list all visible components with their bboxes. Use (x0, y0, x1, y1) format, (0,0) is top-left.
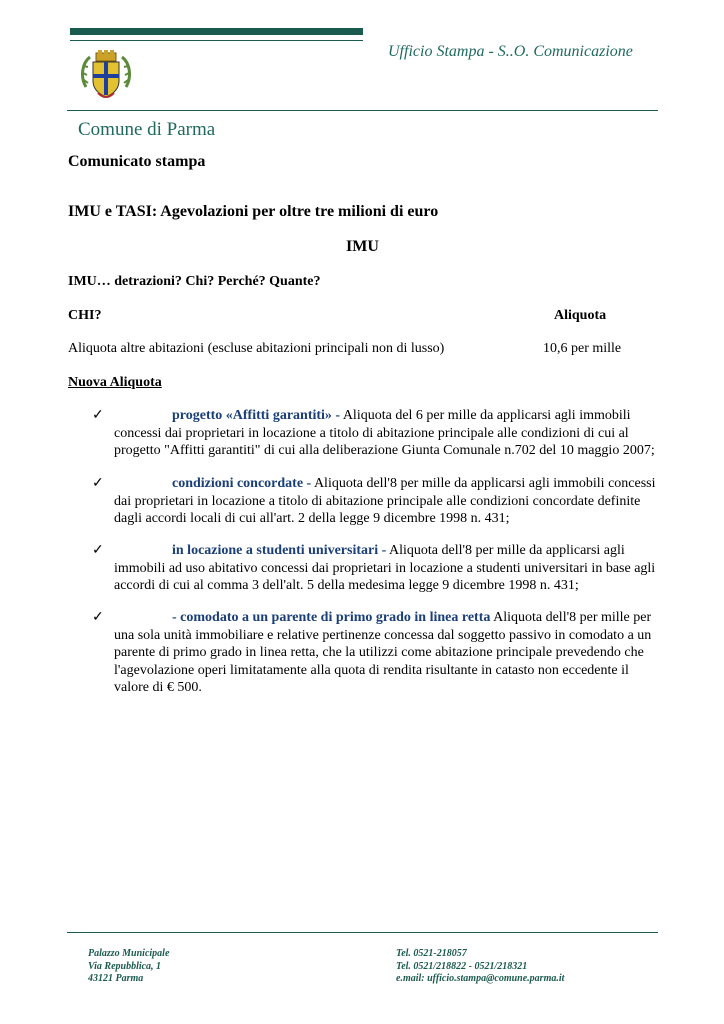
item-text: Aliquota dell'8 per mille da applicarsi agli immobili concessi dai proprietari in locazione a titolo di abitazione principale alle condizioni concordate definite dagli accordi locali di cui all'art. 2 della legge 9 dicembre 1998 n. 431; (114, 476, 656, 526)
page-title: IMU e TASI: Agevolazioni per oltre tre milioni di euro (68, 203, 439, 220)
item-highlight: - comodato a un parente di primo grado in linea retta (172, 610, 491, 625)
header-bar-thick (70, 28, 363, 35)
footer-line: Via Repubblica, 1 (88, 960, 162, 972)
checkmark-icon: ✓ (92, 408, 104, 423)
footer-address (88, 948, 169, 986)
header-rule (67, 110, 658, 111)
footer-email[interactable]: e.mail: ufficio.stampa@comune.parma.it (396, 973, 565, 984)
checkmark-icon: ✓ (92, 610, 104, 625)
chi-label: CHI? (68, 308, 102, 323)
item-text: Aliquota del 6 per mille da applicarsi agli immobili concessi dai proprietari in locazione a titolo di abitazione principale alle condizioni di cui al progetto "Affitti garantiti" di cui alla deliberazione Giunta Comunale n.702 del 10 maggio 2007; (114, 408, 655, 458)
footer-line: 43121 Parma (88, 973, 144, 984)
aliquota-column-header: Aliquota (554, 308, 607, 323)
new-rate-heading: Nuova Aliquota (68, 375, 162, 390)
footer-rule (67, 932, 658, 933)
list-item (92, 609, 662, 697)
document-type: Comunicato stampa (68, 153, 206, 170)
coat-of-arms-icon (78, 47, 134, 103)
questions-line: IMU… detrazioni? Chi? Perché? Quante? (68, 274, 321, 289)
item-highlight: progetto «Affitti garantiti» - (172, 408, 341, 423)
checkmark-icon: ✓ (92, 543, 104, 558)
city-name: Comune di Parma (78, 119, 216, 140)
office-name: Ufficio Stampa - S..O. Comunicazione (388, 43, 633, 60)
item-highlight: condizioni concordate - (172, 476, 312, 491)
item-highlight: in locazione a studenti universitari - (172, 543, 387, 558)
list-item (92, 407, 662, 460)
list-item (92, 475, 662, 528)
section-heading: IMU (346, 238, 379, 255)
item-text: Aliquota dell'8 per mille per una sola unità immobiliare e relative pertinenze concessa dal soggetto passivo in comodato a un parente di primo grado in linea retta, che la utilizzi come abitazione principale prevedendo che l'agevolazione operi limitatamente alla quota di rendita risultante in catasto non eccedente il valore di € 500. (114, 610, 652, 695)
footer-line: Tel. 0521/218822 - 0521/218321 (396, 960, 528, 972)
checkmark-icon: ✓ (92, 476, 104, 491)
item-text: Aliquota dell'8 per mille da applicarsi agli immobili ad uso abitativo concessi dai proprietari in locazione a studenti universitari in base agli accordi di cui al comma 3 dell'alt. 5 della medesima legge 9 dicembre 1998 n. 431; (114, 543, 656, 593)
rate-row-label: Aliquota altre abitazioni (escluse abitazioni principali non di lusso) (68, 341, 445, 356)
header-bar-thin (70, 40, 363, 41)
rate-row-value: 10,6 per mille (543, 341, 622, 356)
footer-contacts (396, 948, 564, 986)
footer-line: Tel. 0521-218057 (396, 948, 467, 959)
footer-line: Palazzo Municipale (88, 948, 170, 959)
list-item (92, 542, 662, 595)
